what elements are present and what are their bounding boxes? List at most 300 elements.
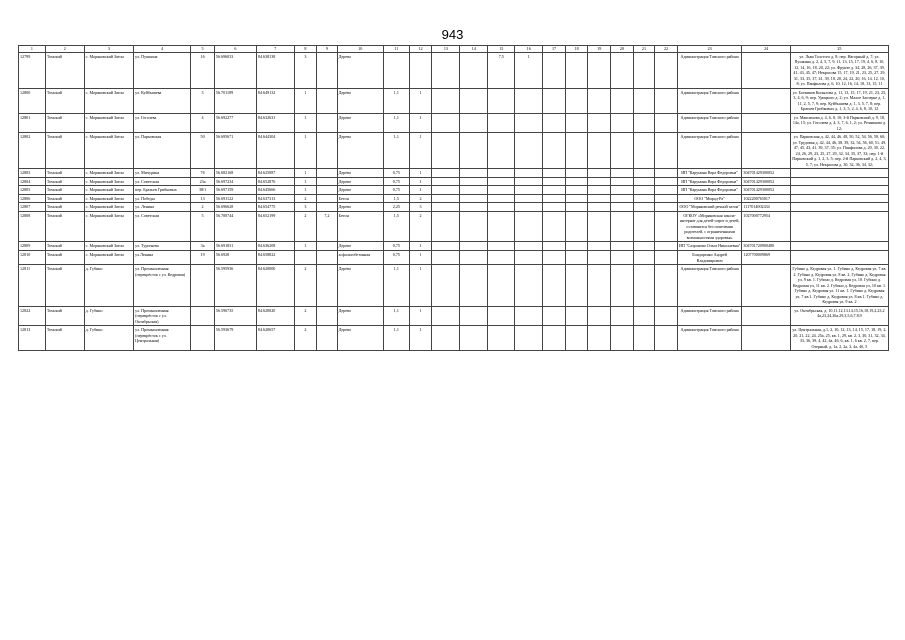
table-cell: 0,75 <box>383 177 409 186</box>
table-cell <box>655 186 678 195</box>
table-cell: 56.596735 <box>214 306 256 326</box>
table-cell: 3 <box>191 88 215 113</box>
table-cell: 56.682168 <box>214 169 256 178</box>
table-cell: д. Губино <box>84 326 134 351</box>
table-cell <box>432 194 460 203</box>
table-cell <box>655 326 678 351</box>
table-cell <box>611 133 634 169</box>
table-cell: Дерево <box>337 186 383 195</box>
table-cell <box>488 113 515 133</box>
table-cell: Дерево <box>337 88 383 113</box>
table-cell: Администрация Томского района <box>677 326 742 351</box>
table-cell: 1,5 <box>383 211 409 242</box>
table-cell <box>611 186 634 195</box>
table-cell: 1 <box>409 326 432 351</box>
table-cell: 56.695671 <box>214 133 256 169</box>
table-cell: 56.701189 <box>214 88 256 113</box>
table-row <box>19 186 889 195</box>
table-cell <box>432 177 460 186</box>
table-cell <box>543 133 566 169</box>
column-header: 24 <box>742 46 790 53</box>
table-cell <box>488 306 515 326</box>
table-row <box>19 177 889 186</box>
table-cell: 19 <box>191 250 215 264</box>
table-cell: Администрация Томского района <box>677 52 742 88</box>
column-header: 21 <box>633 46 655 53</box>
table-cell: ул. Советская <box>134 177 191 186</box>
table-cell <box>432 250 460 264</box>
table-cell: ИП "Карунина Вера Федоровна" <box>677 169 742 178</box>
table-cell: Администрация Томского района <box>677 113 742 133</box>
table-cell <box>565 250 588 264</box>
table-cell: Томский <box>45 133 84 169</box>
table-row <box>19 242 889 251</box>
table-cell <box>515 169 543 178</box>
table-cell: 12809 <box>19 242 46 251</box>
table-cell: 1 <box>409 250 432 264</box>
table-cell <box>460 306 488 326</box>
table-cell <box>790 194 888 203</box>
table-cell: 12811 <box>19 265 46 307</box>
table-cell <box>633 242 655 251</box>
table-cell: д. Губино <box>84 265 134 307</box>
table-row <box>19 88 889 113</box>
table-row <box>19 306 889 326</box>
table-cell: Губино д. Кедровая ул, 1. Губино д. Кедровая ул, 7 кв. 2. Губино д. Кедровая ул, 8 кв. 2. Губино д. Кедровая ул, 9 кв. 1. Губино д. Кедровая ул, 10. Губино д. Кедровая ул, 11 кв. 2. Губино д. Кедровая ул, 10 кв. 1. Губино д. Кедровая ул, 11 кв. 1. Губино д. Кедровая ул, 7 кв.1. Губино д. Кедровая ул, 8 кв.1. Губино д. Кедровая ул, 9 кв. 2 <box>790 265 888 307</box>
table-cell: асфальтобетонная <box>337 250 383 264</box>
table-cell <box>655 211 678 242</box>
table-cell: ИП "Карунина Вера Федоровна" <box>677 186 742 195</box>
table-cell <box>515 306 543 326</box>
table-cell: ИП "Карунина Вера Федоровна" <box>677 177 742 186</box>
table-cell <box>317 88 337 113</box>
table-cell <box>565 265 588 307</box>
table-cell: ул. Куйбышева <box>134 88 191 113</box>
table-cell <box>460 203 488 212</box>
table-cell: 1,1 <box>383 88 409 113</box>
table-cell: Бетон <box>337 194 383 203</box>
table-cell <box>588 203 611 212</box>
table-cell: 76 <box>191 169 215 178</box>
table-cell <box>655 133 678 169</box>
table-cell <box>633 52 655 88</box>
table-cell <box>432 265 460 307</box>
table-cell <box>633 250 655 264</box>
table-cell <box>488 186 515 195</box>
column-header: 3 <box>84 46 134 53</box>
table-cell <box>611 306 634 326</box>
table-cell: ул. Максимова д. 4, 6, 8, 10; 3-й Парковский д. 9, 18, 14а, 15; ул. Гоголева д. 4, 3, 7, 6, 1, 2; ул. Речникова д. 12; <box>790 113 888 133</box>
table-cell: 12804 <box>19 177 46 186</box>
table-cell <box>790 203 888 212</box>
table-cell: 2 <box>294 326 317 351</box>
table-cell <box>565 177 588 186</box>
table-cell <box>432 133 460 169</box>
table-cell: Бондаренко Андрей Владимирович <box>677 250 742 264</box>
table-cell: 56.700744 <box>214 211 256 242</box>
table-cell <box>317 177 337 186</box>
table-cell: ул. Мичурина <box>134 169 191 178</box>
table-row <box>19 326 889 351</box>
table-cell: Дерево <box>337 265 383 307</box>
table-cell: 1027000772954 <box>742 211 790 242</box>
table-cell: 2 <box>294 265 317 307</box>
table-cell <box>432 203 460 212</box>
table-cell: 304701429300052 <box>742 177 790 186</box>
table-row <box>19 265 889 307</box>
table-cell: 56.595936 <box>214 265 256 307</box>
table-cell: 56.691122 <box>214 194 256 203</box>
table-cell <box>655 203 678 212</box>
table-cell: 84.644304 <box>256 133 294 169</box>
table-cell: 50 <box>191 133 215 169</box>
table-cell <box>543 169 566 178</box>
table-cell: Дерево <box>337 306 383 326</box>
table-cell <box>317 326 337 351</box>
column-header: 6 <box>214 46 256 53</box>
table-cell: 304701429300052 <box>742 186 790 195</box>
table-cell: Дерево <box>337 52 383 88</box>
table-cell: 2 <box>191 203 215 212</box>
table-cell <box>317 265 337 307</box>
register-table <box>18 45 889 351</box>
table-cell: 1,1 <box>383 133 409 169</box>
table-cell: 84.658822 <box>256 250 294 264</box>
table-cell: 12803 <box>19 169 46 178</box>
table-cell: 56.697159 <box>214 186 256 195</box>
table-cell: 1 <box>515 52 543 88</box>
table-cell <box>460 194 488 203</box>
table-cell <box>588 242 611 251</box>
table-cell: с. Моряковский Затон <box>84 186 134 195</box>
table-cell <box>633 265 655 307</box>
table-cell: ОГКОУ «Моряковская школа-интернат для детей-сирот и детей, оставшихся без попечения родителей, с ограниченными возможностями здоровья» <box>677 211 742 242</box>
table-cell <box>488 250 515 264</box>
table-cell <box>515 133 543 169</box>
table-cell: 84.645666 <box>256 186 294 195</box>
table-cell: ООО "Моряковский речной затон" <box>677 203 742 212</box>
table-cell <box>460 177 488 186</box>
table-cell: с. Моряковский Затон <box>84 211 134 242</box>
table-cell <box>633 326 655 351</box>
column-header: 8 <box>294 46 317 53</box>
table-cell <box>460 211 488 242</box>
table-cell <box>588 250 611 264</box>
table-cell: 304701720900480 <box>742 242 790 251</box>
table-cell <box>432 186 460 195</box>
table-cell: 1 <box>409 88 432 113</box>
table-cell: ул. Льва Толстого д. 8; пер. Нагорный д. 7; ул. Пушкина д. 2, 4, 5, 7, 9, 11, 13, 15, 17, 19, 4, 6, 8, 10, 12, 14, 16, 18, 20, 22; ул. Фрунзе д. 34, 28, 26, 37, 39, 41, 43, 45, 47; Некрасова 15, 17, 19, 21, 23, 25, 27, 29, 31, 33, 35, 37, 41, 39, 18, 20, 24, 22, 20, 16, 14, 12, 10, 8; ул. Панфилова д. 6, 10, 12, 16, 14, 18, 13, 15, 11 <box>790 52 888 88</box>
table-cell <box>565 194 588 203</box>
column-header: 15 <box>488 46 515 53</box>
column-header: 23 <box>677 46 742 53</box>
table-cell: ул. Победы <box>134 194 191 203</box>
table-cell: 56.692277 <box>214 113 256 133</box>
table-row <box>19 250 889 264</box>
column-header: 20 <box>611 46 634 53</box>
table-cell: 1 <box>294 133 317 169</box>
column-header: 2 <box>45 46 84 53</box>
table-cell <box>317 113 337 133</box>
table-cell: с. Моряковский Затон <box>84 52 134 88</box>
table-cell <box>742 52 790 88</box>
table-cell <box>655 169 678 178</box>
table-cell: Дерево <box>337 203 383 212</box>
column-header: 18 <box>565 46 588 53</box>
table-cell <box>515 177 543 186</box>
table-cell <box>565 52 588 88</box>
table-cell <box>588 265 611 307</box>
table-cell: Бетон <box>337 211 383 242</box>
table-cell: 304701429300052 <box>742 169 790 178</box>
table-cell: 84.638138 <box>256 52 294 88</box>
table-cell: 84.620657 <box>256 326 294 351</box>
table-cell: 12808 <box>19 211 46 242</box>
table-cell: 56.593679 <box>214 326 256 351</box>
table-cell <box>565 113 588 133</box>
table-cell <box>515 88 543 113</box>
table-cell <box>611 203 634 212</box>
table-cell: 56.696033 <box>214 52 256 88</box>
table-cell <box>488 169 515 178</box>
table-cell <box>317 203 337 212</box>
table-cell: ул.Ленина <box>134 250 191 264</box>
column-header: 25 <box>790 46 888 53</box>
column-header: 12 <box>409 46 432 53</box>
table-cell: 1117014002434 <box>742 203 790 212</box>
table-cell: 3 <box>294 203 317 212</box>
table-cell: Томский <box>45 113 84 133</box>
table-cell: ИП "Сазронова Ольга Николаевна" <box>677 242 742 251</box>
table-cell: 84.654775 <box>256 203 294 212</box>
table-cell <box>611 169 634 178</box>
table-cell: с. Моряковский Затон <box>84 203 134 212</box>
table-cell <box>611 194 634 203</box>
table-cell <box>565 186 588 195</box>
table-cell: 1 <box>294 186 317 195</box>
table-row <box>19 194 889 203</box>
table-cell <box>317 194 337 203</box>
column-header: 1 <box>19 46 46 53</box>
table-cell: 1 <box>409 265 432 307</box>
table-cell: 56.691831 <box>214 242 256 251</box>
table-cell <box>383 52 409 88</box>
table-cell <box>432 169 460 178</box>
table-cell: ул. Пушкина <box>134 52 191 88</box>
table-cell: ул. Боевиков Копылова д. 11, 13, 15, 17, 19, 21, 23, 25, 3, 4, 6, 9; пер. Урицкого д. 2; ул. Малое Заозерье д. 1, 11, 2, 5, 7, 9; пер. Куйбышева д. 1, 3, 5, 7, 8; пер. Братьев Грибковых д. 1, 3, 5, 2, 4, 6, 8, 10, 12 <box>790 88 888 113</box>
table-cell <box>565 242 588 251</box>
table-cell <box>432 306 460 326</box>
table-cell <box>488 203 515 212</box>
table-cell: 84.649132 <box>256 88 294 113</box>
table-cell: 3 <box>294 52 317 88</box>
table-cell <box>611 88 634 113</box>
table-cell: 84.637313 <box>256 194 294 203</box>
table-cell <box>633 113 655 133</box>
table-cell <box>633 88 655 113</box>
table-cell <box>460 169 488 178</box>
table-cell <box>317 250 337 264</box>
table-cell: Томский <box>45 242 84 251</box>
table-cell <box>515 265 543 307</box>
table-cell <box>588 194 611 203</box>
table-cell: ул. Советская <box>134 211 191 242</box>
table-cell: 56.696628 <box>214 203 256 212</box>
table-cell: ул. Центральная, д.1, 2, 10, 12, 13, 14, 15, 17, 18, 19, 2, 20, 21, 22, 24, 25а, 25, кв. 1, 29, кв. 2, 3, 30, 31, 32, 34, 33, 36, 39, 4, 42, 4а, 46, 6, кв. 1, 6 кв. 2, 7, пер. Озерный, д. 1а, 2, 2а, 3, 4а, 4б, 5 <box>790 326 888 351</box>
table-row <box>19 203 889 212</box>
table-cell: 0,75 <box>383 242 409 251</box>
table-cell: 12801 <box>19 113 46 133</box>
table-cell: 2 <box>409 211 432 242</box>
table-cell <box>611 177 634 186</box>
table-cell <box>588 186 611 195</box>
table-cell: 16 <box>191 52 215 88</box>
table-cell: 1 <box>409 242 432 251</box>
table-cell <box>460 242 488 251</box>
table-cell: 84.636208 <box>256 242 294 251</box>
table-cell <box>588 52 611 88</box>
table-cell: ООО "Мирод-Ра" <box>677 194 742 203</box>
table-cell <box>317 52 337 88</box>
table-cell: 1 <box>409 113 432 133</box>
table-cell: ул. Промышленная (перекрёсток с ул. Октябрьская) <box>134 306 191 326</box>
table-cell: 5 <box>191 211 215 242</box>
table-cell: 1 <box>294 177 317 186</box>
table-cell: 84.652876 <box>256 177 294 186</box>
table-cell <box>655 242 678 251</box>
table-cell: Томский <box>45 52 84 88</box>
table-cell: 1207700009869 <box>742 250 790 264</box>
table-cell <box>460 113 488 133</box>
table-cell <box>191 306 215 326</box>
table-cell <box>633 186 655 195</box>
table-cell: с. Моряковский Затон <box>84 113 134 133</box>
table-cell: с. Моряковский Затон <box>84 169 134 178</box>
table-cell <box>515 203 543 212</box>
table-cell: 3 <box>409 203 432 212</box>
table-cell <box>565 306 588 326</box>
table-cell <box>655 113 678 133</box>
column-header: 16 <box>515 46 543 53</box>
table-cell <box>742 306 790 326</box>
table-cell <box>460 250 488 264</box>
table-cell: с. Моряковский Затон <box>84 194 134 203</box>
table-cell: 84.652199 <box>256 211 294 242</box>
table-cell <box>317 242 337 251</box>
column-header: 9 <box>317 46 337 53</box>
table-cell: 1 <box>409 177 432 186</box>
table-cell <box>488 265 515 307</box>
table-cell: пер. Братьев Грибковых <box>134 186 191 195</box>
table-cell <box>543 211 566 242</box>
table-cell <box>460 326 488 351</box>
table-cell <box>515 250 543 264</box>
table-cell <box>515 326 543 351</box>
table-cell: 2 <box>409 194 432 203</box>
column-header: 11 <box>383 46 409 53</box>
table-row <box>19 52 889 88</box>
table-cell: Дерево <box>337 169 383 178</box>
table-cell: Томский <box>45 211 84 242</box>
table-cell <box>588 211 611 242</box>
table-cell: Томский <box>45 306 84 326</box>
table-cell <box>488 88 515 113</box>
table-cell <box>460 265 488 307</box>
table-cell <box>515 211 543 242</box>
table-cell: с. Моряковский Затон <box>84 242 134 251</box>
table-cell: 38/1 <box>191 186 215 195</box>
column-header: 4 <box>134 46 191 53</box>
table-cell: Томский <box>45 177 84 186</box>
table-cell <box>655 306 678 326</box>
table-cell: с. Моряковский Затон <box>84 133 134 169</box>
table-cell: 56.697234 <box>214 177 256 186</box>
table-cell <box>611 326 634 351</box>
table-cell <box>515 242 543 251</box>
table-cell: 7,5 <box>488 52 515 88</box>
table-cell: 12806 <box>19 194 46 203</box>
table-cell: 12810 <box>19 250 46 264</box>
table-row <box>19 133 889 169</box>
table-cell <box>317 169 337 178</box>
table-cell <box>742 133 790 169</box>
table-cell: 12800 <box>19 88 46 113</box>
table-cell <box>515 113 543 133</box>
table-cell: ул. Октябрьская, д. 10,11,12,13,14,15,16,18,19,2,23,2 4а,23,24,26а,29,3,5,6,7,8,9 <box>790 306 888 326</box>
table-cell <box>432 113 460 133</box>
table-cell <box>543 250 566 264</box>
table-cell: 12822 <box>19 306 46 326</box>
column-header: 19 <box>588 46 611 53</box>
table-cell <box>191 326 215 351</box>
table-cell <box>588 113 611 133</box>
table-cell: 1 <box>409 186 432 195</box>
table-cell: Томский <box>45 194 84 203</box>
table-cell <box>655 194 678 203</box>
table-cell <box>565 203 588 212</box>
table-cell: 1,5 <box>383 194 409 203</box>
table-cell: Администрация Томского района <box>677 133 742 169</box>
table-cell <box>588 133 611 169</box>
table-cell <box>543 306 566 326</box>
table-cell <box>432 242 460 251</box>
table-cell <box>488 211 515 242</box>
column-header: 7 <box>256 46 294 53</box>
table-cell: д. Губино <box>84 306 134 326</box>
column-header: 14 <box>460 46 488 53</box>
table-cell: Дерево <box>337 326 383 351</box>
table-cell: Дерево <box>337 177 383 186</box>
table-cell <box>460 52 488 88</box>
table-cell: с. Моряковский Затон <box>84 88 134 113</box>
table-cell: 3а <box>191 242 215 251</box>
table-cell <box>432 326 460 351</box>
table-cell: Администрация Томского района <box>677 88 742 113</box>
table-cell <box>565 326 588 351</box>
table-cell <box>588 306 611 326</box>
table-cell <box>565 211 588 242</box>
table-cell: Дерево <box>337 113 383 133</box>
table-cell: Томский <box>45 326 84 351</box>
table-cell <box>543 88 566 113</box>
table-cell <box>317 133 337 169</box>
table-row <box>19 169 889 178</box>
table-cell <box>543 186 566 195</box>
table-cell <box>543 326 566 351</box>
table-cell <box>633 133 655 169</box>
table-cell <box>611 265 634 307</box>
table-cell <box>191 265 215 307</box>
